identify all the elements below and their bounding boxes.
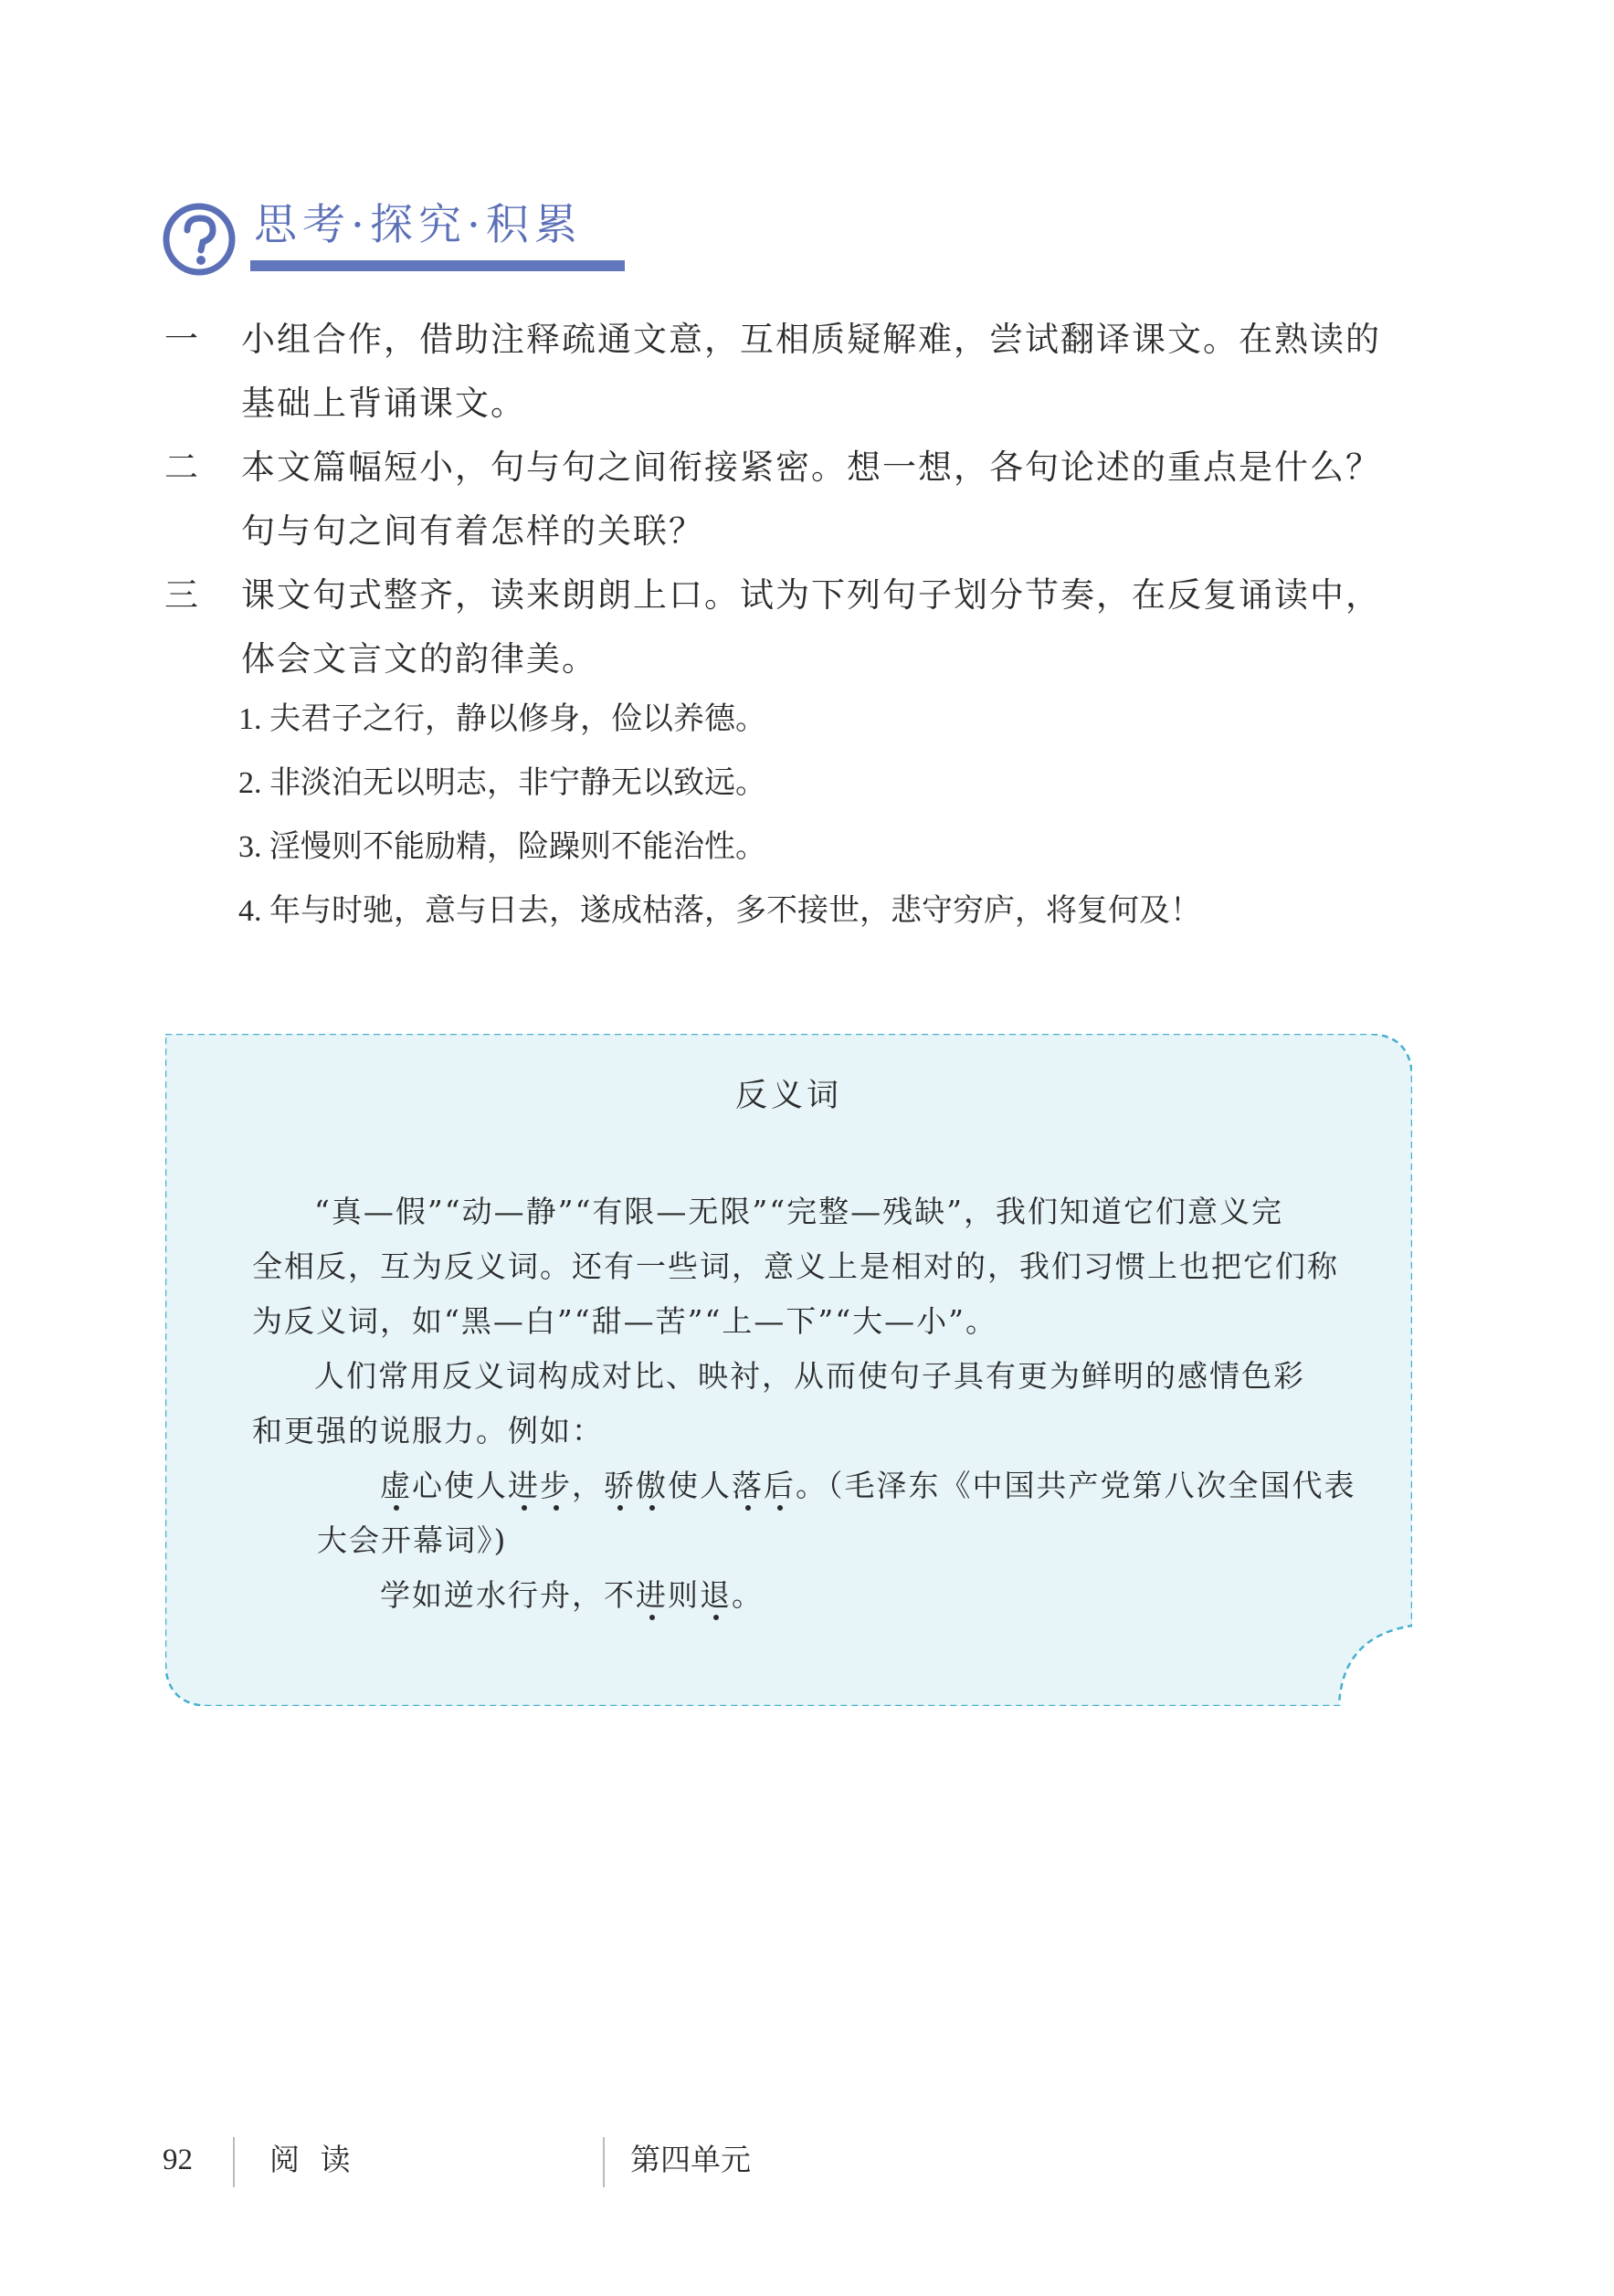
example-part: 。（毛泽东《中国共产党第八次全国代表	[796, 1468, 1356, 1503]
example-part: 学如逆水行舟，不	[380, 1577, 636, 1613]
example-part: 使人	[444, 1468, 508, 1503]
example-part: 则	[668, 1577, 700, 1613]
example-part: 退	[700, 1577, 732, 1613]
example-1-line-2: 大会开幕词》)	[317, 1522, 508, 1558]
paragraph-line: 为反义词，如“黑—白”“甜—苦”“上—下”“大—小”。	[252, 1303, 997, 1339]
page-number: 92	[163, 2143, 193, 2176]
example-1	[380, 1459, 1356, 1513]
example-part: 步	[540, 1468, 572, 1503]
knowledge-box	[165, 1034, 1412, 1706]
example-part: 后	[764, 1468, 796, 1503]
example-part: 虚	[380, 1468, 412, 1503]
sentence-item: 2. 非淡泊无以明志，非宁静无以致远。	[238, 766, 766, 800]
question-number: 二	[164, 448, 198, 487]
box-paragraph-2	[252, 1349, 1371, 1459]
example-part: ，	[572, 1468, 604, 1503]
example-2	[380, 1568, 764, 1623]
question-text-line: 本文篇幅短小，句与句之间衔接紧密。想一想，各句论述的重点是什么？	[241, 448, 1381, 487]
question-number: 一	[164, 320, 198, 359]
box-title: 反义词	[734, 1078, 842, 1114]
sentence-item: 1. 夫君子之行，静以修身，俭以养德。	[238, 702, 766, 736]
footer-unit: 第四单元	[630, 2142, 751, 2177]
title-underline	[250, 260, 625, 271]
example-part: 进	[636, 1577, 668, 1613]
question-mark-icon	[163, 203, 236, 276]
question-text-line: 小组合作，借助注释疏通文意，互相质疑解难，尝试翻译课文。在熟读的	[241, 320, 1381, 359]
example-part: 落	[732, 1468, 764, 1503]
example-part: 进	[508, 1468, 540, 1503]
box-paragraph-1	[252, 1185, 1371, 1349]
question-text-line: 句与句之间有着怎样的关联？	[241, 511, 704, 551]
footer-divider	[603, 2137, 605, 2187]
question-text-line: 课文句式整齐，读来朗朗上口。试为下列句子划分节奏，在反复诵读中，	[241, 575, 1381, 615]
paragraph-line: “真—假”“动—静”“有限—无限”“完整—残缺”，我们知道它们意义完	[314, 1194, 1283, 1229]
paragraph-line: 和更强的说服力。例如：	[252, 1413, 604, 1448]
footer-divider	[233, 2137, 235, 2187]
example-part: 心	[412, 1468, 444, 1503]
example-part: 骄	[604, 1468, 636, 1503]
sentence-item: 4. 年与时驰，意与日去，遂成枯落，多不接世，悲守穷庐，将复何及！	[238, 894, 1201, 928]
paragraph-line: 全相反，互为反义词。还有一些词，意义上是相对的，我们习惯上也把它们称	[252, 1248, 1339, 1284]
section-title: 思考·探究·积累	[254, 200, 583, 250]
paragraph-line: 人们常用反义词构成对比、映衬，从而使句子具有更为鲜明的感情色彩	[314, 1358, 1305, 1394]
question-text-line: 基础上背诵课文。	[241, 384, 526, 423]
example-part: 傲	[636, 1468, 668, 1503]
footer-section: 阅 读	[269, 2142, 356, 2177]
sentence-item: 3. 淫慢则不能励精，险躁则不能治性。	[238, 830, 766, 864]
question-number: 三	[164, 575, 198, 615]
question-text-line: 体会文言文的韵律美。	[241, 639, 597, 679]
example-part: 使人	[668, 1468, 732, 1503]
example-part: 。	[732, 1577, 764, 1613]
